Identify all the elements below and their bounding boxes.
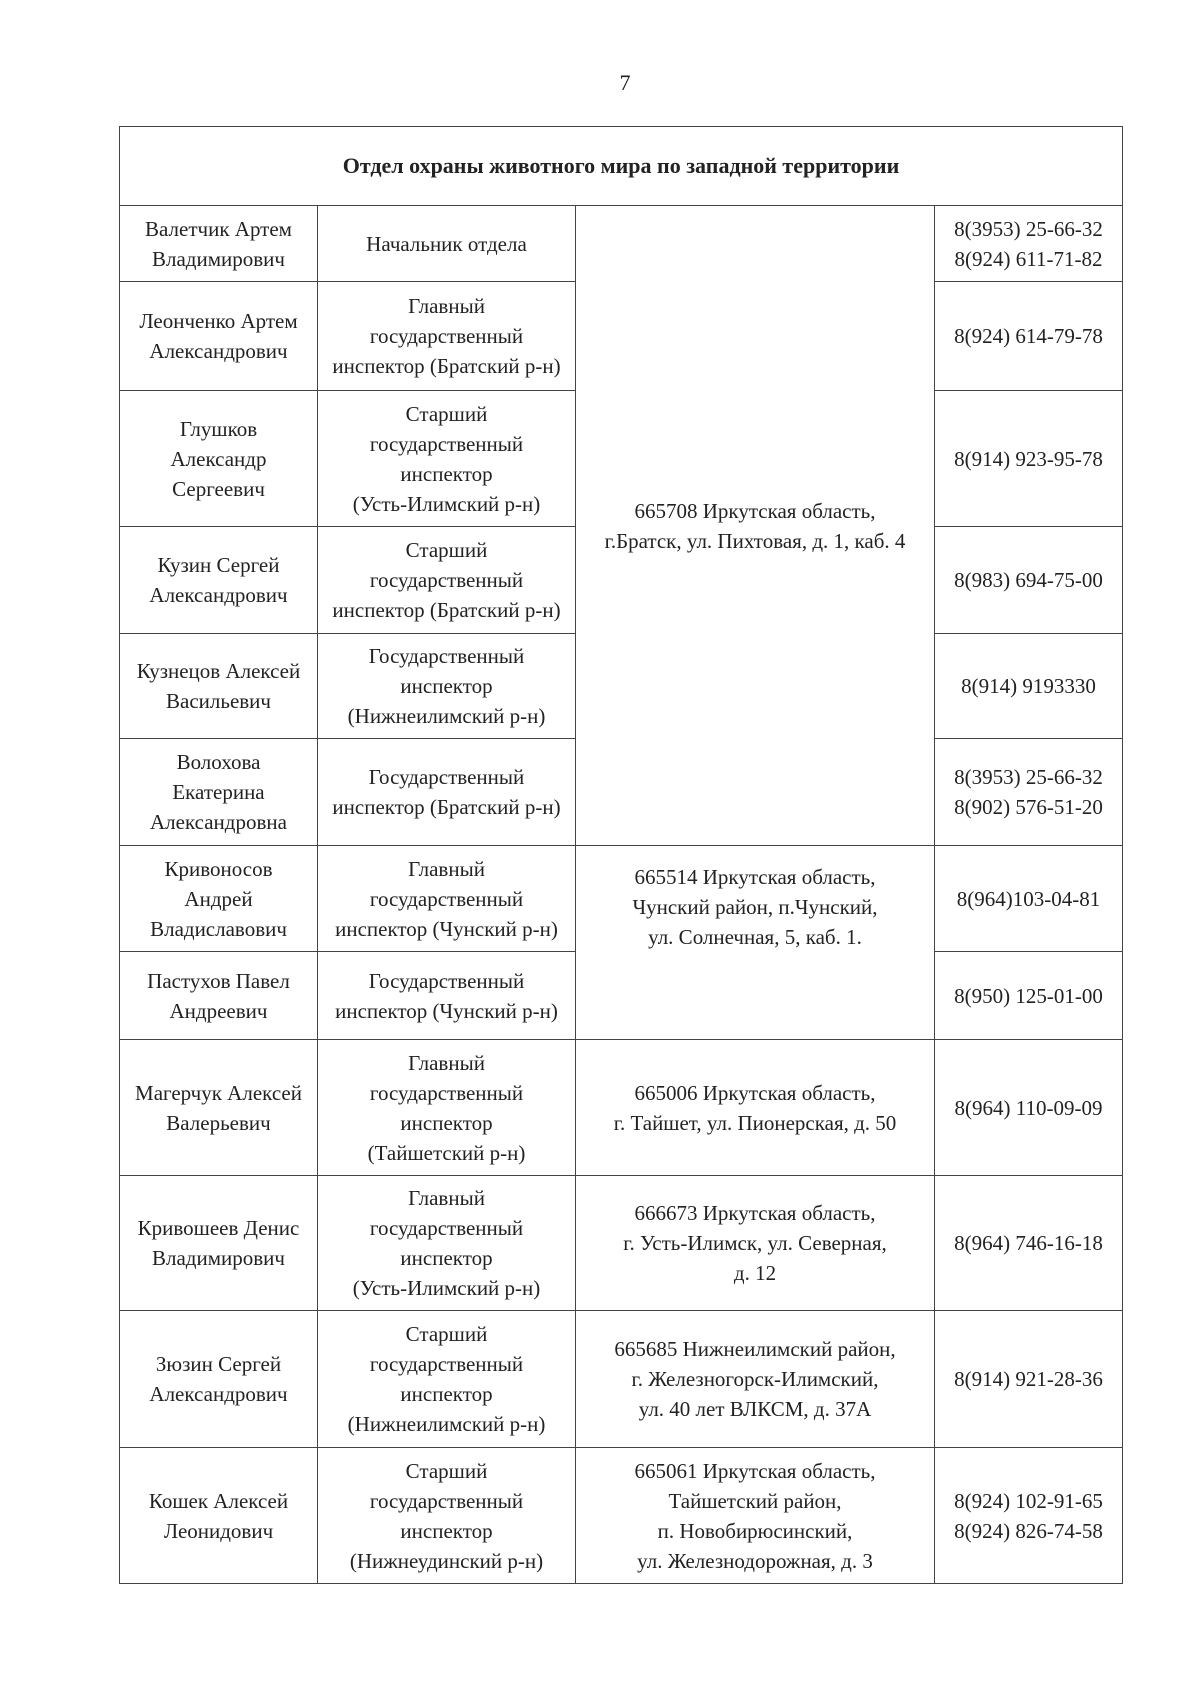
name-cell (120, 1176, 318, 1311)
department-title: Отдел охраны животного мира по западной территории (120, 127, 1123, 206)
position-line: (Нижнеилимский р-н) (347, 704, 546, 728)
position-cell (318, 206, 576, 282)
name-line: Глушков (179, 416, 258, 441)
name-cell (120, 527, 318, 634)
phone-cell (935, 282, 1123, 391)
phone-line: 8(914) 923-95-78 (954, 446, 1103, 471)
address-cell (576, 206, 935, 846)
phone-line: 8(924) 611-71-82 (954, 246, 1103, 271)
position-line: Начальник отдела (366, 231, 527, 256)
phone-cell (935, 1040, 1123, 1176)
position-line: государственный (369, 886, 524, 911)
name-cell (120, 206, 318, 282)
name-cell (120, 391, 318, 527)
address-line: ул. Железнодорожная, д. 3 (637, 1548, 873, 1573)
name-line: Леонченко Артем (139, 309, 298, 333)
name-line: Валерьевич (166, 1110, 271, 1135)
phone-cell (935, 634, 1123, 739)
name-line: Волохова (176, 750, 261, 774)
address-line: г. Усть-Илимск, ул. Северная, (623, 1231, 887, 1255)
phone-cell (935, 1176, 1123, 1311)
position-line: (Нижнеудинский р-н) (349, 1548, 544, 1573)
name-cell (120, 282, 318, 391)
name-line: Александр (170, 446, 267, 471)
phone-line: 8(924) 102-91-65 (954, 1488, 1103, 1513)
position-line: Старший (405, 401, 488, 426)
address-line: п. Новобирюсинский, (657, 1518, 853, 1543)
position-cell (318, 1311, 576, 1448)
phone-line: 8(983) 694-75-00 (954, 568, 1103, 592)
position-line: инспектор (Братский р-н) (332, 354, 561, 378)
position-cell (318, 952, 576, 1040)
name-line: Васильевич (166, 689, 271, 713)
address-line: 666673 Иркутская область, (634, 1201, 876, 1225)
name-line: Кривошеев Денис (137, 1216, 300, 1240)
position-cell (318, 282, 576, 391)
table-row (120, 1176, 1123, 1311)
position-cell (318, 1448, 576, 1584)
phone-line: 8(902) 576-51-20 (954, 795, 1103, 819)
name-line: Валетчик Артем (145, 216, 292, 241)
position-line: Старший (405, 1322, 488, 1346)
phone-cell (935, 846, 1123, 952)
name-cell (120, 634, 318, 739)
page-number: 7 (619, 70, 631, 95)
name-cell (120, 1448, 318, 1584)
position-line: инспектор (400, 1382, 493, 1406)
position-cell (318, 527, 576, 634)
position-line: государственный (369, 568, 524, 592)
phone-line: 8(964) 746-16-18 (954, 1231, 1103, 1255)
address-line: г.Братск, ул. Пихтовая, д. 1, каб. 4 (604, 528, 906, 553)
address-line: 665061 Иркутская область, (634, 1458, 876, 1483)
table-row (120, 1040, 1123, 1176)
phone-cell (935, 739, 1123, 846)
name-line: Александрович (149, 583, 288, 607)
position-line: (Усть-Илимский р-н) (352, 491, 541, 516)
position-line: (Нижнеилимский р-н) (347, 1412, 546, 1436)
table-row (120, 1448, 1123, 1584)
position-line: Государственный (368, 644, 525, 668)
position-line: государственный (369, 1216, 524, 1240)
position-line: Старший (405, 1458, 488, 1483)
name-line: Зюзин Сергей (155, 1352, 282, 1376)
name-line: Кузнецов Алексей (136, 659, 301, 683)
address-line: 665514 Иркутская область, (634, 865, 876, 889)
address-line: Тайшетский район, (668, 1488, 842, 1513)
name-cell (120, 952, 318, 1040)
position-cell (318, 634, 576, 739)
name-line: Владиславович (150, 916, 287, 941)
name-line: Владимирович (152, 1246, 285, 1270)
name-line: Андрей (184, 886, 253, 911)
phone-line: 8(914) 921-28-36 (954, 1367, 1103, 1391)
position-line: государственный (369, 324, 524, 348)
address-line: г. Тайшет, ул. Пионерская, д. 50 (613, 1110, 897, 1135)
table-row (120, 206, 1123, 282)
position-line: государственный (369, 1488, 524, 1513)
title-row (120, 127, 1123, 206)
position-line: Старший (405, 538, 488, 562)
address-cell (576, 1448, 935, 1584)
position-line: инспектор (Чунский р-н) (335, 916, 558, 941)
position-line: инспектор (Братский р-н) (332, 795, 561, 819)
position-line: Главный (408, 1050, 485, 1075)
position-line: инспектор (400, 1110, 493, 1135)
phone-line: 8(3953) 25-66-32 (954, 765, 1103, 789)
name-line: Екатерина (172, 780, 265, 804)
position-cell (318, 846, 576, 952)
name-cell (120, 846, 318, 952)
table-row (120, 846, 1123, 952)
table-row (120, 1311, 1123, 1448)
position-line: Главный (408, 294, 485, 318)
position-line: Главный (408, 1186, 485, 1210)
name-cell (120, 739, 318, 846)
phone-cell (935, 527, 1123, 634)
address-cell (576, 1311, 935, 1448)
position-line: государственный (369, 1352, 524, 1376)
name-line: Пастухов Павел (147, 968, 290, 993)
phone-cell (935, 1311, 1123, 1448)
phone-cell (935, 206, 1123, 282)
position-line: инспектор (Братский р-н) (332, 598, 561, 622)
position-cell (318, 391, 576, 527)
position-line: инспектор (400, 674, 493, 698)
name-cell (120, 1311, 318, 1448)
phone-line: 8(914) 9193330 (961, 674, 1096, 698)
phone-cell (935, 1448, 1123, 1584)
phone-line: 8(3953) 25-66-32 (954, 216, 1103, 241)
phone-line: 8(950) 125-01-00 (954, 983, 1103, 1008)
phone-line: 8(964)103-04-81 (956, 886, 1101, 911)
address-line: ул. 40 лет ВЛКСМ, д. 37А (638, 1397, 872, 1421)
name-cell (120, 1040, 318, 1176)
position-line: (Тайшетский р-н) (367, 1140, 526, 1165)
name-line: Александрович (149, 339, 288, 363)
address-line: 665685 Нижнеилимский район, (614, 1337, 896, 1361)
position-line: Государственный (368, 968, 525, 993)
phone-cell (935, 952, 1123, 1040)
address-line: Чунский район, п.Чунский, (632, 895, 878, 919)
position-cell (318, 1176, 576, 1311)
position-line: инспектор (400, 1518, 493, 1543)
name-line: Кошек Алексей (148, 1488, 289, 1513)
address-line: 665708 Иркутская область, (634, 498, 876, 523)
address-line: д. 12 (733, 1261, 777, 1285)
position-line: государственный (369, 1080, 524, 1105)
phone-line: 8(924) 614-79-78 (954, 324, 1103, 348)
address-line: г. Железногорск-Илимский, (631, 1367, 879, 1391)
address-cell (576, 1176, 935, 1311)
address-cell (576, 846, 935, 1040)
position-line: государственный (369, 431, 524, 456)
phone-cell (935, 391, 1123, 527)
name-line: Андреевич (169, 998, 268, 1023)
name-line: Магерчук Алексей (135, 1080, 302, 1105)
address-line: ул. Солнечная, 5, каб. 1. (648, 925, 862, 949)
position-line: Государственный (368, 765, 525, 789)
name-line: Леонидович (163, 1518, 274, 1543)
position-cell (318, 739, 576, 846)
position-line: (Усть-Илимский р-н) (352, 1276, 541, 1300)
phone-line: 8(964) 110-09-09 (954, 1095, 1103, 1120)
name-line: Сергеевич (172, 476, 265, 501)
address-cell (576, 1040, 935, 1176)
position-line: Главный (408, 856, 485, 881)
position-line: инспектор (400, 1246, 493, 1270)
address-line: 665006 Иркутская область, (634, 1080, 876, 1105)
name-line: Кривоносов (164, 856, 273, 881)
name-line: Кузин Сергей (157, 553, 280, 577)
staff-table (119, 126, 1123, 1584)
position-cell (318, 1040, 576, 1176)
name-line: Александровна (150, 810, 287, 834)
phone-line: 8(924) 826-74-58 (954, 1518, 1103, 1543)
name-line: Александрович (149, 1382, 288, 1406)
position-line: инспектор (400, 461, 493, 486)
name-line: Владимирович (152, 246, 285, 271)
position-line: инспектор (Чунский р-н) (335, 998, 558, 1023)
